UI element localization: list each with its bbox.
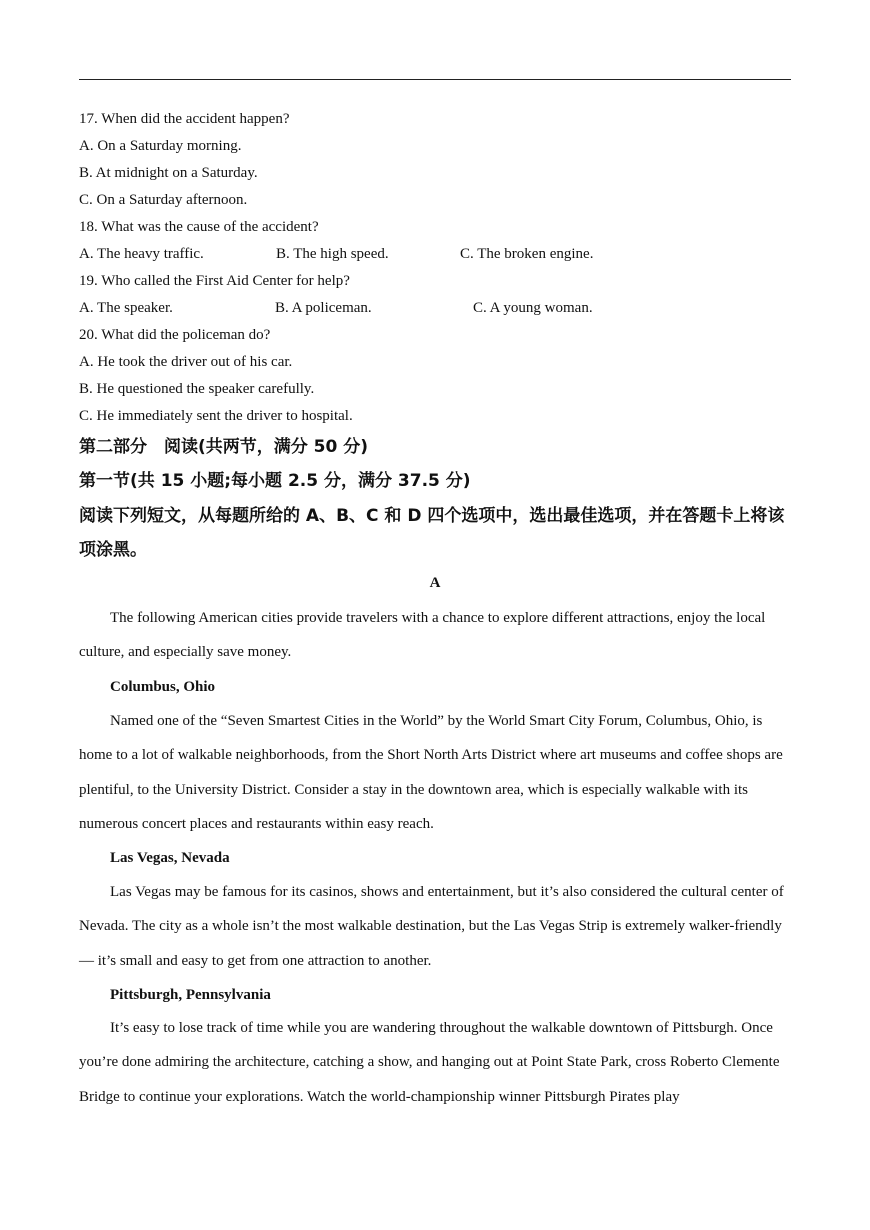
- question-17-option-c: C. On a Saturday afternoon.: [79, 192, 248, 208]
- passage-intro: [79, 601, 791, 670]
- city-heading-columbus: Columbus, Ohio: [110, 679, 216, 695]
- question-20-stem: 20. What did the policeman do?: [79, 327, 271, 343]
- question-20-option-b: B. He questioned the speaker carefully.: [79, 381, 315, 397]
- pittsburgh-text: It’s easy to lose track of time while you are wandering throughout the walkable downtown of Pittsburgh. Once you’re done admiring the architecture, catching a show, and hanging out at Point State Park, cross Roberto Clemente Bridge to continue your explorations. Watch the world-championship winner Pittsburgh Pirates play: [79, 1020, 780, 1105]
- question-17-stem: 17. When did the accident happen?: [79, 111, 290, 127]
- columbus-text: Named one of the “Seven Smartest Cities in the World” by the World Smart City Forum, Columbus, Ohio, is home to a lot of walkable neighborhoods, from the Short North Arts District where art museums and coffee shops are plentiful, to the University District. Consider a stay in the downtown area, which is especially walkable with its numerous concert places and restaurants within easy reach.: [79, 713, 783, 832]
- intro-paragraph: The following American cities provide travelers with a chance to explore different attractions, enjoy the local culture, and especially save money.: [79, 610, 766, 661]
- instruction-line-2: 项涂黑。: [79, 540, 147, 560]
- question-18-option-a: A. The heavy traffic.: [79, 246, 204, 262]
- section-1-title: 第一节(共 15 小题;每小题 2.5 分，满分 37.5 分): [79, 471, 471, 491]
- question-19-option-a: A. The speaker.: [79, 300, 173, 316]
- city-paragraph-columbus: [79, 704, 791, 841]
- question-18-option-c: C. The broken engine.: [460, 246, 594, 262]
- part-2-title: 第二部分 阅读(共两节，满分 50 分): [79, 437, 369, 457]
- question-17-option-b: B. At midnight on a Saturday.: [79, 165, 258, 181]
- city-heading-las-vegas: Las Vegas, Nevada: [110, 850, 230, 866]
- instruction-line-1: 阅读下列短文，从每题所给的 A、B、C 和 D 四个选项中，选出最佳选项，并在答题卡上将该: [79, 506, 785, 526]
- question-18-stem: 18. What was the cause of the accident?: [79, 219, 319, 235]
- city-paragraph-pittsburgh: [79, 1011, 791, 1114]
- question-19-option-c: C. A young woman.: [473, 300, 593, 316]
- question-19-stem: 19. Who called the First Aid Center for help?: [79, 273, 350, 289]
- question-20-option-c: C. He immediately sent the driver to hospital.: [79, 408, 353, 424]
- city-paragraph-las-vegas: [79, 875, 791, 978]
- passage-label: A: [429, 575, 441, 591]
- city-heading-pittsburgh: Pittsburgh, Pennsylvania: [110, 987, 271, 1003]
- question-18-option-b: B. The high speed.: [276, 246, 389, 262]
- question-17-option-a: A. On a Saturday morning.: [79, 138, 242, 154]
- question-20-option-a: A. He took the driver out of his car.: [79, 354, 293, 370]
- question-19-option-b: B. A policeman.: [275, 300, 372, 316]
- las-vegas-text: Las Vegas may be famous for its casinos, shows and entertainment, but it’s also considered the cultural center of Nevada. The city as a whole isn’t the most walkable destination, but the Las Vegas Strip is extremely walker-friendly — it’s small and easy to get from one attraction to another.: [79, 884, 784, 969]
- header-rule: [79, 79, 791, 80]
